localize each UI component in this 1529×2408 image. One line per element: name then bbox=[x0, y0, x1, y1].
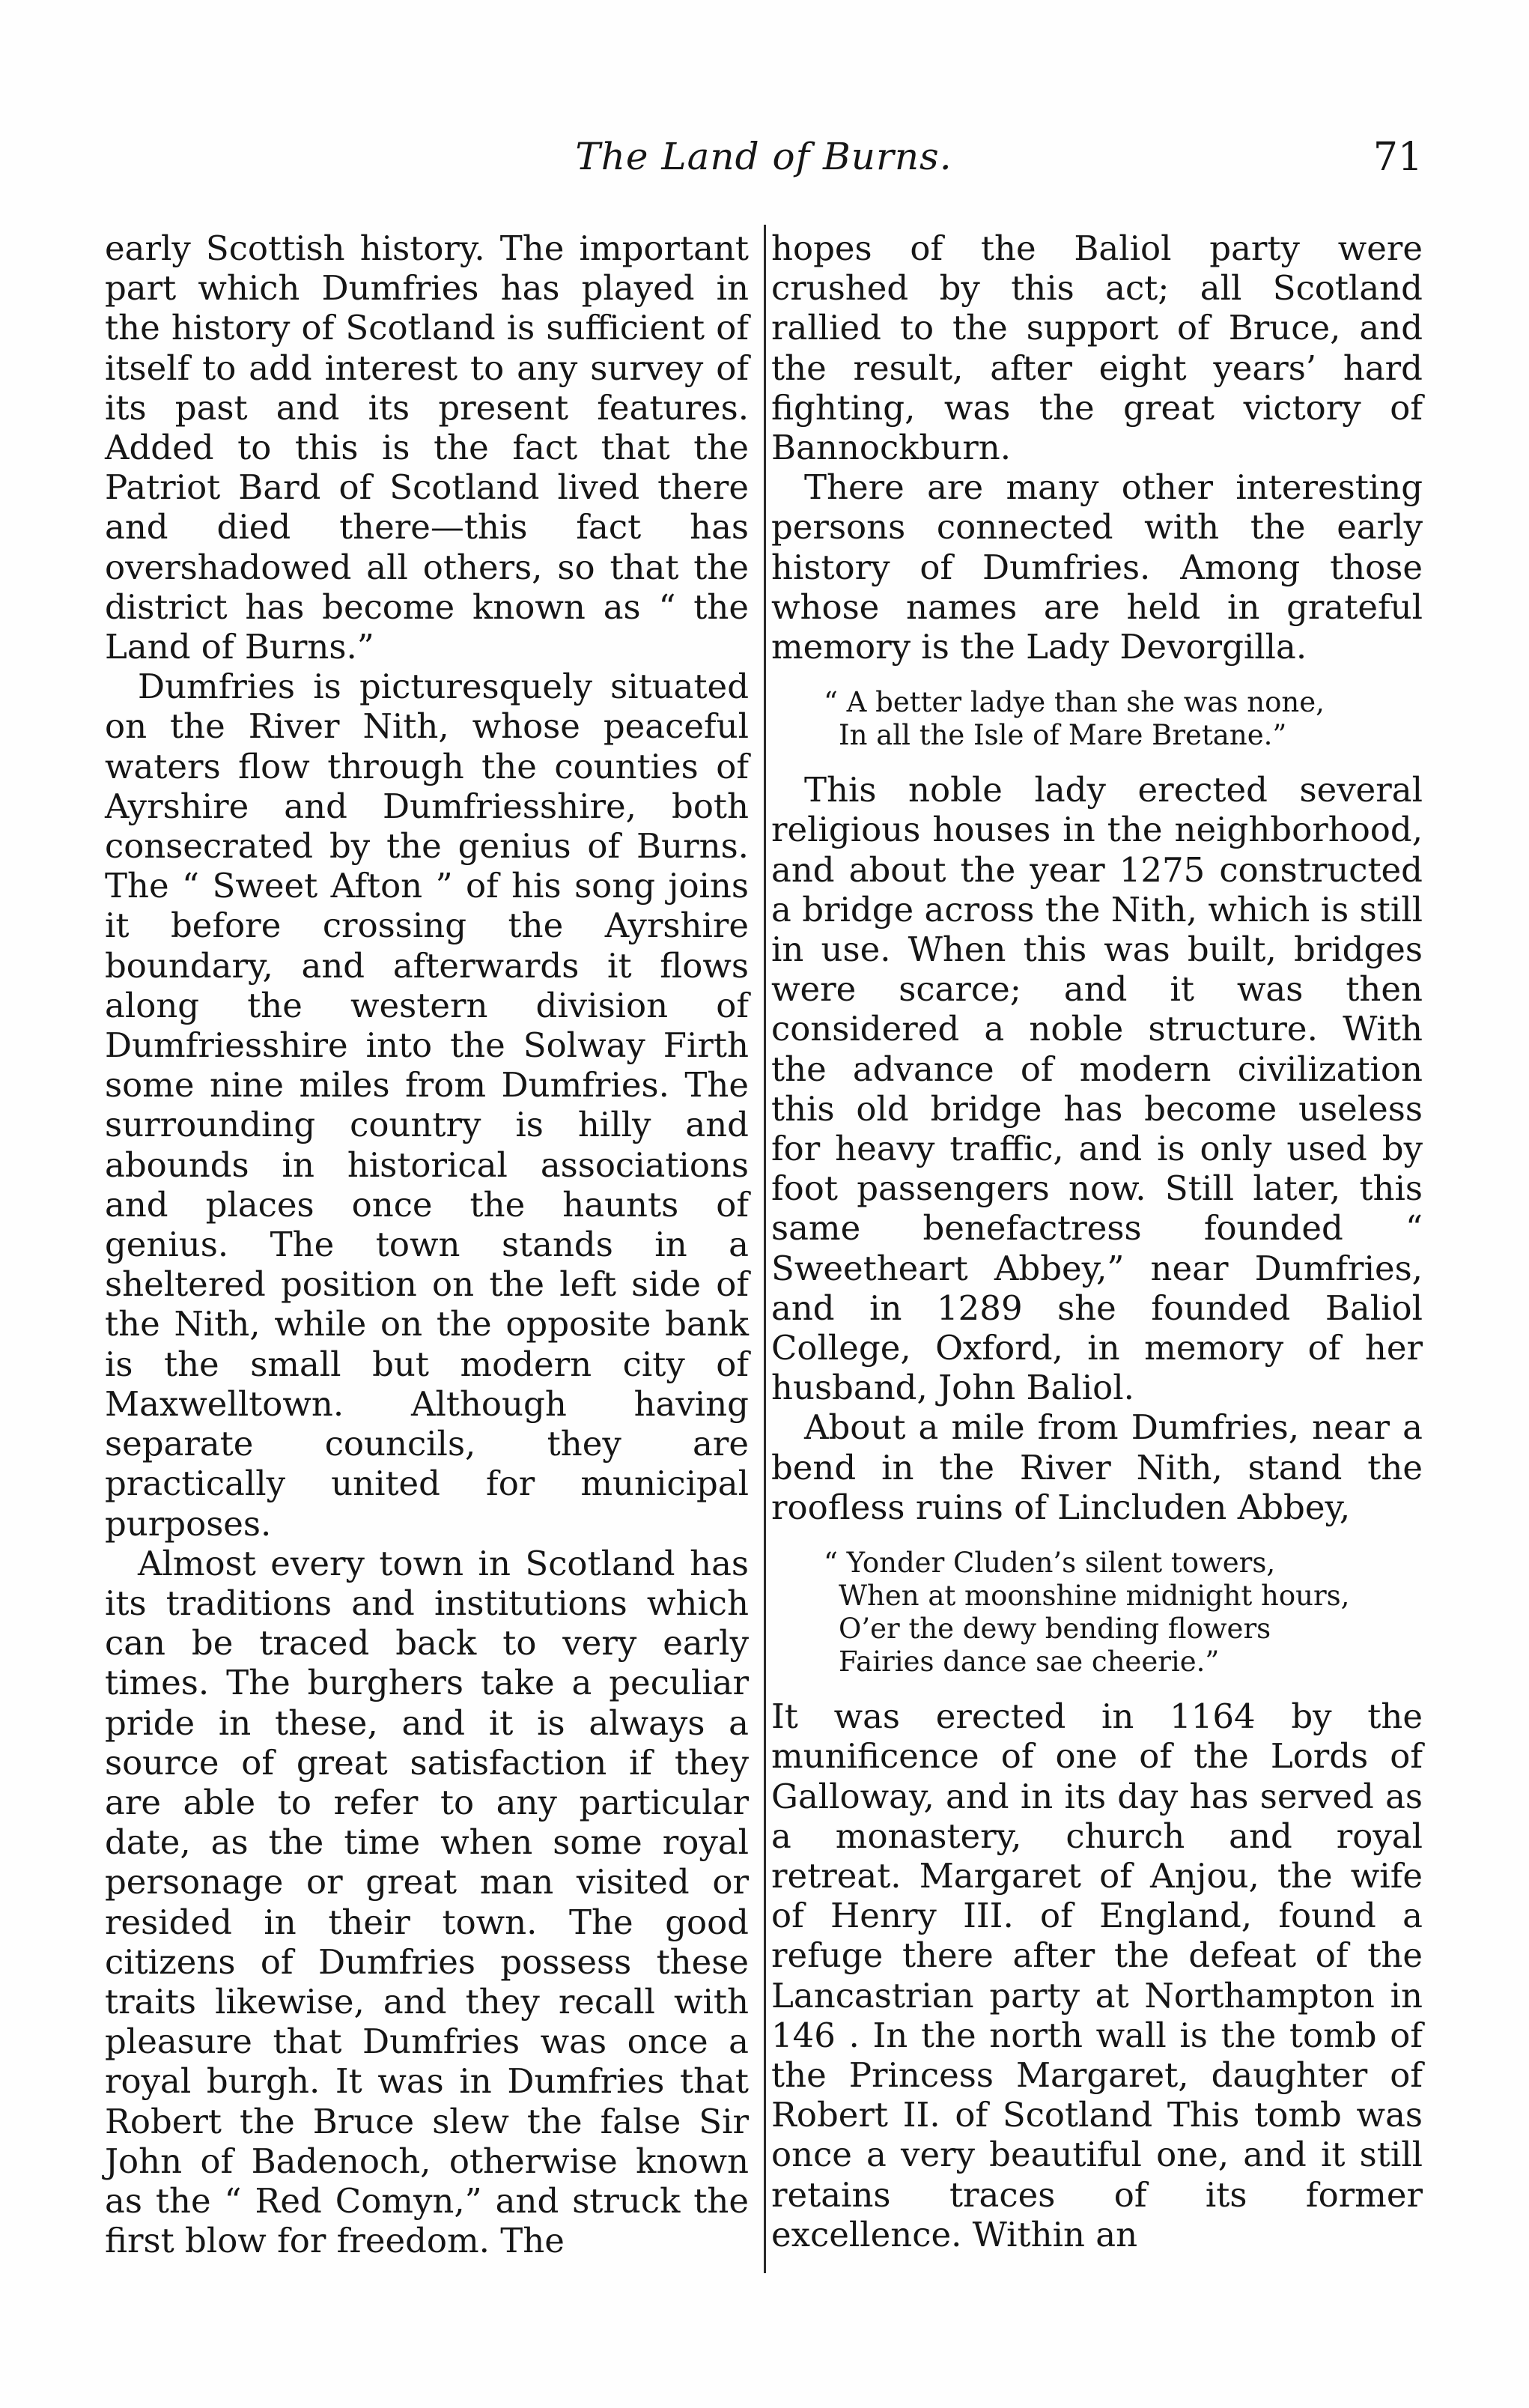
verse-line: O’er the dewy bending flowers bbox=[839, 1613, 1271, 1646]
verse-quote bbox=[824, 1547, 1423, 1678]
paragraph: This noble lady erected several religious houses in the neighborhood, and about the year 1275 constructed a bridge across the Nith, which is still in use. When this was built, bridges were scarce; and it was then considered a noble structure. With the advance of modern civilization this old bridge has become useless for heavy traffic, and is only used by foot passengers now. Still later, this same benefactress founded “ Sweetheart Abbey,” near Dumfries, and in 1289 she founded Baliol College, Oxford, in memory of her husband, John Baliol. bbox=[771, 770, 1423, 1408]
paragraph: Almost every town in Scotland has its traditions and institutions which can be traced back to very early times. The burghers take a peculiar pride in these, and it is always a source of great satisfaction if they are able to refer to any particular date, as the time when some royal personage or great man visited or resided in their town. The good citizens of Dumfries possess these traits likewise, and they recall with pleasure that Dumfries was once a royal burgh. It was in Dumfries that Robert the Bruce slew the false Sir John of Badenoch, otherwise known as the “ Red Comyn,” and struck the first blow for freedom. The bbox=[105, 1543, 749, 2261]
verse-line: “ Yonder Cluden’s silent towers, bbox=[824, 1547, 1276, 1580]
verse-quote bbox=[824, 686, 1423, 752]
column-divider bbox=[764, 225, 766, 2273]
page-number: 71 bbox=[1373, 135, 1423, 180]
paragraph: hopes of the Baliol party were crushed by this act; all Scotland rallied to the support of Bruce, and the result, after eight years’ hard fighting, was the great victory of Bannockburn. bbox=[771, 228, 1423, 468]
paragraph: early Scottish history. The important part which Dumfries has played in the history of Scotland is sufficient of itself to add interest to any survey of its past and its present features. Added to this is the fact that the Patriot Bard of Scotland lived there and died there—this fact has overshadowed all others, so that the district has become known as “ the Land of Burns.” bbox=[105, 228, 749, 667]
right-column bbox=[771, 228, 1423, 2254]
paragraph: It was erected in 1164 by the munificence of one of the Lords of Galloway, and in its day has served as a monastery, church and royal retreat. Margaret of Anjou, the wife of Henry III. of England, found a refuge there after the defeat of the Lancastrian party at Northampton in 146 . In the north wall is the tomb of the Princess Margaret, daughter of Robert II. of Scotland This tomb was once a very beautiful one, and it still retains traces of its former excellence. Within an bbox=[771, 1696, 1423, 2254]
paragraph: There are many other interesting persons connected with the early history of Dumfries. Among those whose names are held in grateful memory is the Lady Devorgilla. bbox=[771, 467, 1423, 667]
page-header bbox=[105, 135, 1423, 202]
verse-line: In all the Isle of Mare Bretane.” bbox=[839, 719, 1287, 752]
verse-line: Fairies dance sae cheerie.” bbox=[839, 1646, 1220, 1678]
verse-line: “ A better ladye than she was none, bbox=[824, 686, 1325, 719]
verse-line: When at moonshine midnight hours, bbox=[839, 1580, 1350, 1613]
paragraph: Dumfries is picturesquely situated on the River Nith, whose peaceful waters flow through the counties of Ayrshire and Dumfriesshire, both consecrated by the genius of Burns. The “ Sweet Afton ” of his song joins it before crossing the Ayrshire boundary, and afterwards it flows along the western division of Dumfriesshire into the Solway Firth some nine miles from Dumfries. The surrounding country is hilly and abounds in historical associations and places once the haunts of genius. The town stands in a sheltered position on the left side of the Nith, while on the opposite bank is the small but modern city of Maxwelltown. Although having separate councils, they are practically united for municipal purposes. bbox=[105, 667, 749, 1544]
paragraph: About a mile from Dumfries, near a bend in the River Nith, stand the roofless ruins of Lincluden Abbey, bbox=[771, 1407, 1423, 1527]
left-column bbox=[105, 228, 749, 2260]
running-title: The Land of Burns. bbox=[575, 135, 952, 178]
